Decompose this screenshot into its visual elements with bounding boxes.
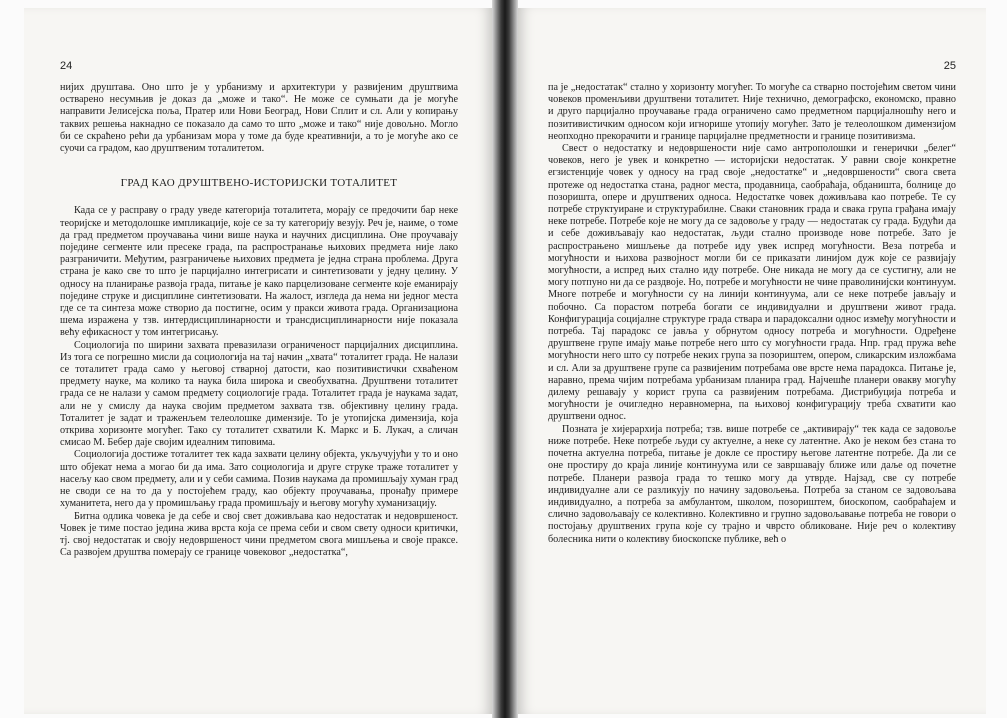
right-page-text <box>548 82 956 546</box>
book-gutter <box>492 0 518 718</box>
page-number: 25 <box>943 60 956 72</box>
right-page <box>518 8 986 714</box>
section-heading: ГРАД КАО ДРУШТВЕНО-ИСТОРИЈСКИ ТОТАЛИТЕТ <box>120 177 398 190</box>
paragraph: Социологија по ширини захвата превазилази ограниченост парцијалних дисциплина. Из тога се погрешно мисли да социологија на тај начин „хвата“ тоталитет града. Не налази се тоталитет града само у његовој стварној датости, као позитивистички схваћеном предмету науке, ма колико та наука била широка и свеобухватна. Друштвени тоталитет града се не налази у самом предмету социологије града. Тоталитет града је наукама задат, али не у смислу да наука својим предметом захвата тзв. објективну целину града. Тоталитет је задат и траженљем телеолошке димензије. То је утопијска димензија, која открива хоризонте могућег. Тако су тоталитет схватили К. Маркс и Б. Лукач, а сличан смисао М. Бебер даје својим идеалним типовима. <box>60 339 458 449</box>
paragraph: Позната је хијерархија потреба; тзв. више потребе се „активирају“ тек када се задовоље ниже потребе. Неке потребе људи су актуелне, а неке су латентне. Ако је неком без стана то почетна актуелна потреба, питање је докле се простиру његове латентне потребе. Да ли се оне простиру до краја линије континуума или се завршавају ближе или даље од почетне потребе. Планери развоја града то тешко могу да утврде. Најзад, све су потребе индивидуалне али се разликују по начину задовољења. Потреба за станом се задовољава индивидуално, а потреба за амбулантом, школом, позориштем, биоскопом, саобраћајем и слично задовољавају се колективно. Колективно и групно задовољавање потреба не говори о постојању друштвених група које су трајно и чврсто обликоване. Није реч о колективу болесника нити о колективу биоскопске публике, већ о <box>548 423 956 545</box>
intro-paragraph: нијих друштава. Оно што је у урбанизму и архитектури у развијеним друштвима остварено несумњив је доказ да „може и тако“. Не може се сумњати да је могуће направити Јелисејска поља, Пратер или Нови Београд, Нови Сплит и сл. Али у копирању таквих решења накнадно се показало да само то што „може и тако“ није довољно. Могло би се скраћено рећи да урбанизам мора у томе да буде креативнији, а то је могуће ако се суочи са градом, као друштвеним тоталитетом. <box>60 82 458 155</box>
left-page <box>24 8 492 714</box>
paragraph: Када се у расправу о граду уведе категорија тоталитета, морају се предочити бар неке теоријске и методолошке импликације, које се за ту категорију везују. Реч је, наиме, о томе да град предметом проучавања чини више наука и научних дисциплина. Оне проучавају поједине сегменте или пресеке града, па распространање њихових предмета није лако разграничити. Међутим, разграничење њихових предмета је једна страна проблема. Друга страна је како све то што је парцијално интегрисати и синтетизовати у једну целину. У односу на планирање развоја града, питање је како парцелизоване сегменте које еманирају поједине струке и дисциплине синтетизовати. На жалост, изгледа да нема ни једног места где се та синтеза може створио да постигне, осим у пракси живота града. Организациона шема изражена у тзв. интердисциплинарности и трансдисциплинарности није показала већу ефикасност у том интегрисању. <box>60 205 458 339</box>
intro-paragraph: па је „недостатак“ стално у хоризонту могућег. То могуће са стварно постојећим светом чини човеков променљиви друштвени тоталитет. Није технично, демографско, економско, правно и друго парцијално проучавање града ограничено само предметном парцијалношћу него и позитивистичким односом који игнорише утопију могућег. Зато је телеолошком димензијом неопходно прекорачити и границе парцијалне предметности и границе позитивизма. <box>548 82 956 142</box>
page-number: 24 <box>60 60 73 72</box>
paragraph: Битна одлика човека је да себе и свој свет доживљава као недостатак и недовршеност. Човек је тиме постао једина жива врста која се према себи и свом свету односи критички, тј. свој недостатак и своју недовршеност чини предметом свога мишљења и своје праксе. Са развојем друштва померају се границе човековог „недостатка“, <box>60 510 458 559</box>
paragraph: Свест о недостатку и недовршености није само антрополошки и генерички „белег“ човеков, него је увек и конкретно — историјски недостатак. У равни своје конкретне егзистенције човек у односу на град своје „недостатке“ и „недовршености“ свога света протеже од недостатка стана, радног места, продавница, саобраћаја, обданишта, болнице до позоришта, опере и друштвених односа. Недостатке човек доживљава као потребе. Те су потребе структуиране и структурабилне. Сваки становник града и свака група грађана имају неке потребе. Потребе које не могу да се задовоље у граду — недостатак су града. Будући да и себе доживљавају као недостатак, људи стално производе нове потребе. Зато је распрострањено мишљење да потребе иду увек испред могућности. Веза потреба и могућности и њихова развојност могли би се приказати линијом дуж које се развијају могућности, а испред њих стално иду потребе. Оне никада не могу да се сустигну, али не могу потпуно ни да се раздвоје. Но, потребе и могућности не чине праволинијски континуум. Многе потребе и могућности су на линији континуума, али се неке потребе јављају и побочно. Са порастом потреба богати се индивидуални и друштвени живот града. Конфигурација социјалне структуре града ствара и парадоксални однос између могућности и потреба. Тај парадокс се јавља у обрнутом односу потреба и могућности. Одређене друштвене групе имају мање потребе него што су могућности града. Нпр. град пружа веће могућности него што су потребе неких група за позориштем, опером, сликарским изложбама и сл. Али за друштвене групе са развијеним потребама ове врсте нема парадокса. Питање је, наравно, према чијим потребама урбанизам планира град. Најчешће планери овакву могућу дилему решавају у корист група са развијеним потребама. Дистрибуција потреба и могућности је очигледно неравномерна, па њиховој конфигурацију треба схватити као друштвени однос. <box>548 143 956 423</box>
paragraph: Социологија достиже тоталитет тек када захвати целину објекта, укључујући у то и оно што објекат нема а могао би да има. Зато социологија и друге струке траже тоталитет у насељу као свом предмету, али и у себи самима. Позив наукама да промишљају хуман град не своди се на то да у постојећем граду, као објекту проучавања, пронађу примере хуманитета, него да у промишљању града промишљају и његову могућу хуманизацију. <box>60 449 458 510</box>
left-page-text <box>60 82 458 559</box>
